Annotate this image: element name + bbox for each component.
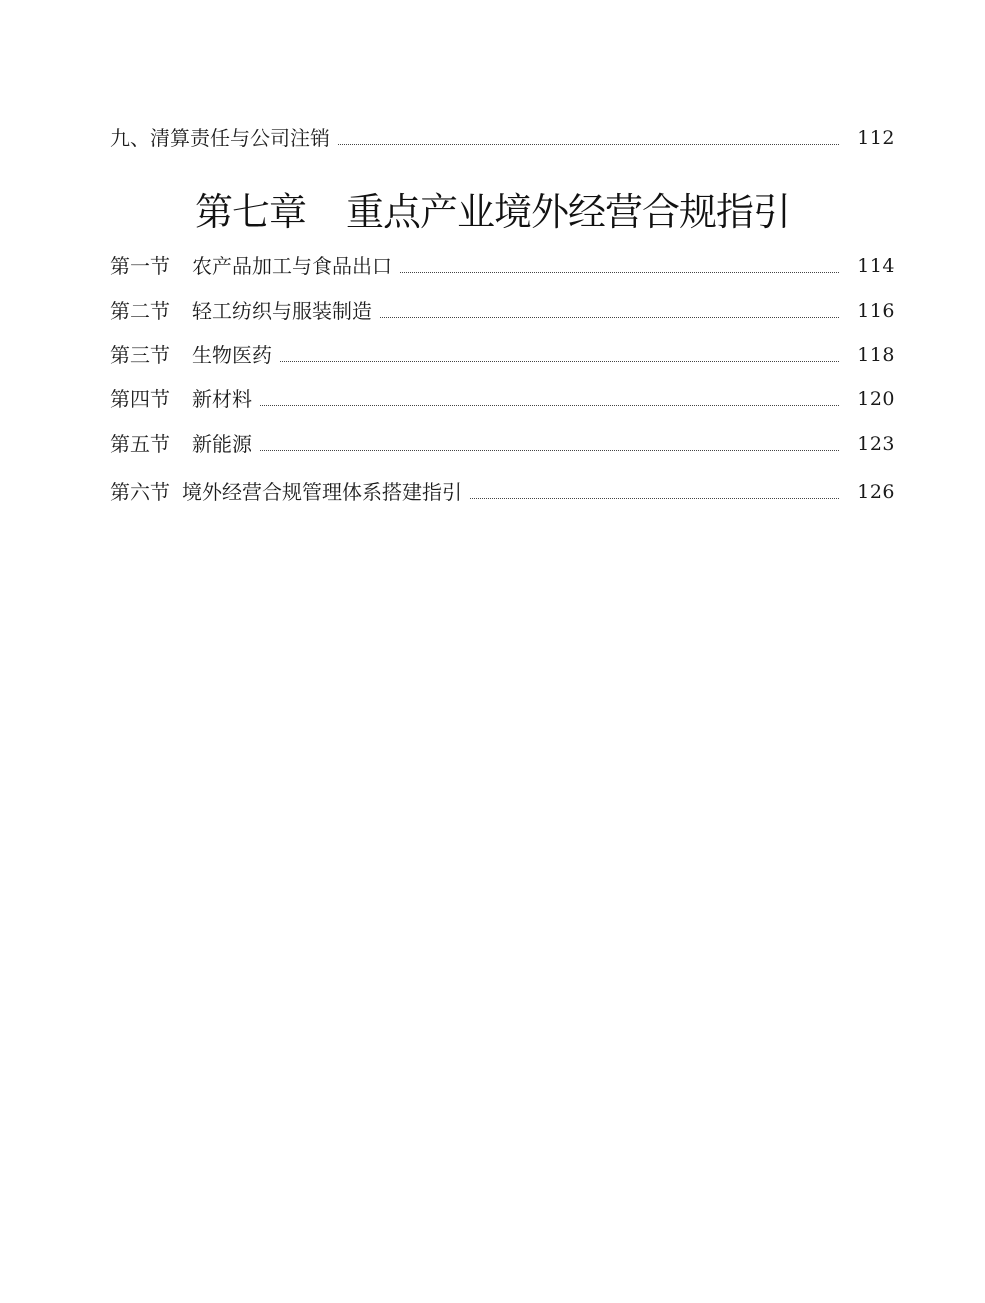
- chapter-title-text: 重点产业境外经营合规指引: [346, 190, 791, 234]
- toc-section-2[interactable]: [110, 296, 895, 326]
- toc-dot-leader: [470, 498, 839, 499]
- toc-dot-leader: [280, 361, 839, 362]
- toc-page-number: 114: [857, 255, 895, 277]
- toc-section-title: 轻工纺织与服装制造: [192, 299, 372, 323]
- toc-page-number: 126: [857, 481, 895, 503]
- toc-page-number: 118: [857, 344, 895, 366]
- toc-section-title: 新能源: [192, 432, 252, 456]
- toc-entry-clearing-liability[interactable]: [110, 123, 895, 153]
- toc-section-number: 第四节: [110, 387, 170, 411]
- toc-dot-leader: [400, 272, 839, 273]
- toc-section-4[interactable]: [110, 384, 895, 414]
- toc-section-number: 第一节: [110, 254, 170, 278]
- toc-dot-leader: [338, 144, 839, 145]
- toc-dot-leader: [380, 317, 839, 318]
- chapter-number: 第七章: [194, 190, 306, 234]
- toc-section-number: 第三节: [110, 343, 170, 367]
- toc-section-6[interactable]: [110, 477, 895, 507]
- toc-section-number: 第五节: [110, 432, 170, 456]
- toc-page-number: 112: [857, 127, 895, 149]
- toc-section-title: 新材料: [192, 387, 252, 411]
- toc-section-number: 第二节: [110, 299, 170, 323]
- toc-entry-label: 九、清算责任与公司注销: [110, 126, 330, 150]
- toc-dot-leader: [260, 450, 839, 451]
- toc-section-3[interactable]: [110, 340, 895, 370]
- toc-page-number: 116: [857, 300, 895, 322]
- toc-section-title: 农产品加工与食品出口: [192, 254, 392, 278]
- toc-page-number: 120: [857, 388, 895, 410]
- toc-section-5[interactable]: [110, 429, 895, 459]
- chapter-heading: [0, 186, 985, 238]
- toc-section-number: 第六节: [110, 480, 170, 504]
- toc-section-title: 境外经营合规管理体系搭建指引: [182, 480, 462, 504]
- toc-page-number: 123: [857, 433, 895, 455]
- toc-section-title: 生物医药: [192, 343, 272, 367]
- toc-section-1[interactable]: [110, 251, 895, 281]
- toc-dot-leader: [260, 405, 839, 406]
